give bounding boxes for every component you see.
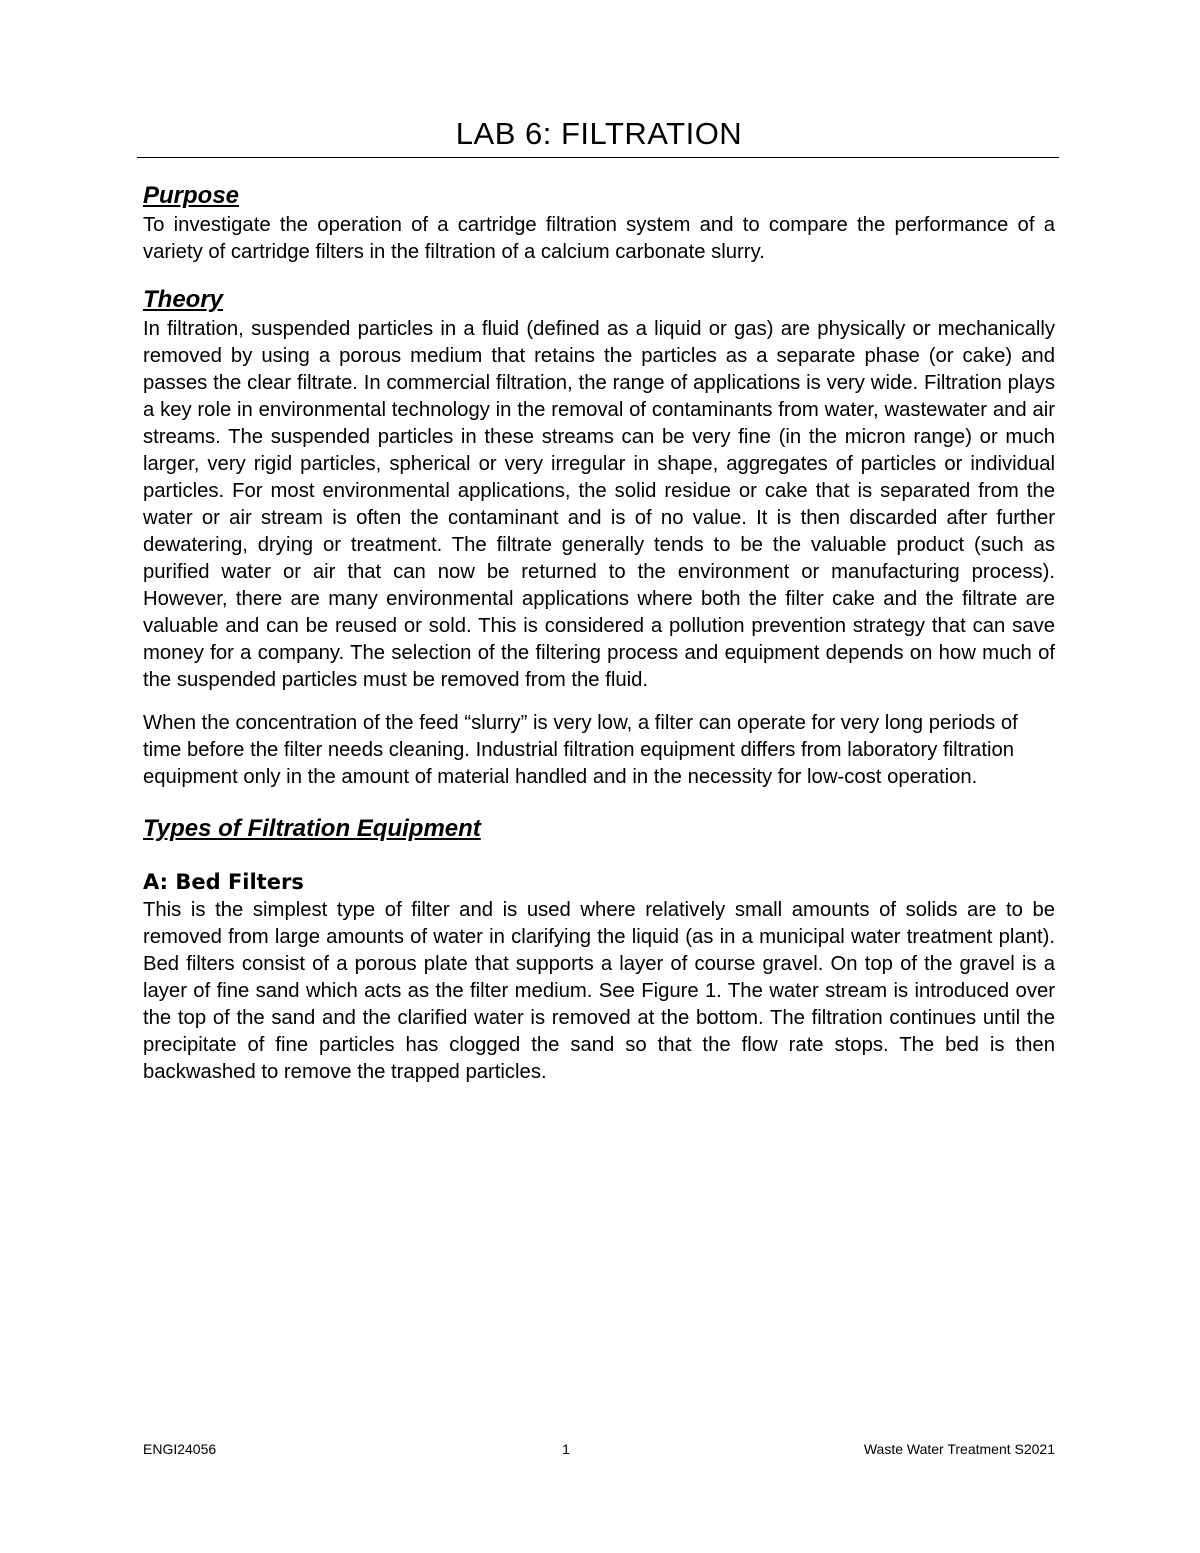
theory-paragraph-2: When the concentration of the feed “slurry” is very low, a filter can operate for very long periods of time before the filter needs cleaning. Industrial filtration equipment differs from laboratory filtration equipment only in the amount of material handled and in the necessity for low-cost operation.: [143, 712, 1018, 788]
theory-heading: Theory: [143, 286, 224, 313]
footer-page-number: 1: [562, 1441, 570, 1457]
bed-filters-text: This is the simplest type of filter and is used where relatively small amounts of solids are to be removed from large amounts of water in clarifying the liquid (as in a municipal water treatment plant). Bed filters consist of a porous plate that supports a layer of course gravel. On top of the gravel is a layer of fine sand which acts as the filter medium. See Figure 1. The water stream is introduced over the top of the sand and the clarified water is removed at the bottom. The filtration continues until the precipitate of fine particles has clogged the sand so that the flow rate stops. The bed is then backwashed to remove the trapped particles.: [143, 899, 1055, 1083]
theory-paragraph-1: In filtration, suspended particles in a fluid (defined as a liquid or gas) are physically or mechanically removed by using a porous medium that retains the particles as a separate phase (or cake) and passes the clear filtrate. In commercial filtration, the range of applications is very wide. Filtration plays a key role in environmental technology in the removal of contaminants from water, wastewater and air streams. The suspended particles in these streams can be very fine (in the micron range) or much larger, very rigid particles, spherical or very irregular in shape, aggregates of particles or individual particles. For most environmental applications, the solid residue or cake that is separated from the water or air stream is often the contaminant and is of no value. It is then discarded after further dewatering, drying or treatment. The filtrate generally tends to be the valuable product (such as purified water or air that can now be returned to the environment or manufacturing process). However, there are many environmental applications where both the filter cake and the filtrate are valuable and can be reused or sold. This is considered a pollution prevention strategy that can save money for a company. The selection of the filtering process and equipment depends on how much of the suspended particles must be removed from the fluid.: [143, 318, 1055, 691]
purpose-text: To investigate the operation of a cartridge filtration system and to compare the performance of a variety of cartridge filters in the filtration of a calcium carbonate slurry.: [143, 214, 1055, 263]
bed-filters-heading: A: Bed Filters: [143, 870, 304, 894]
footer-course-code: ENGI24056: [143, 1441, 217, 1457]
page-content: [143, 112, 1055, 1086]
types-heading: Types of Filtration Equipment: [143, 815, 481, 842]
page-footer: [143, 1438, 1055, 1460]
document-title: LAB 6: FILTRATION: [455, 116, 743, 151]
footer-course-name: Waste Water Treatment S2021: [863, 1441, 1055, 1457]
purpose-heading: Purpose: [143, 182, 240, 209]
